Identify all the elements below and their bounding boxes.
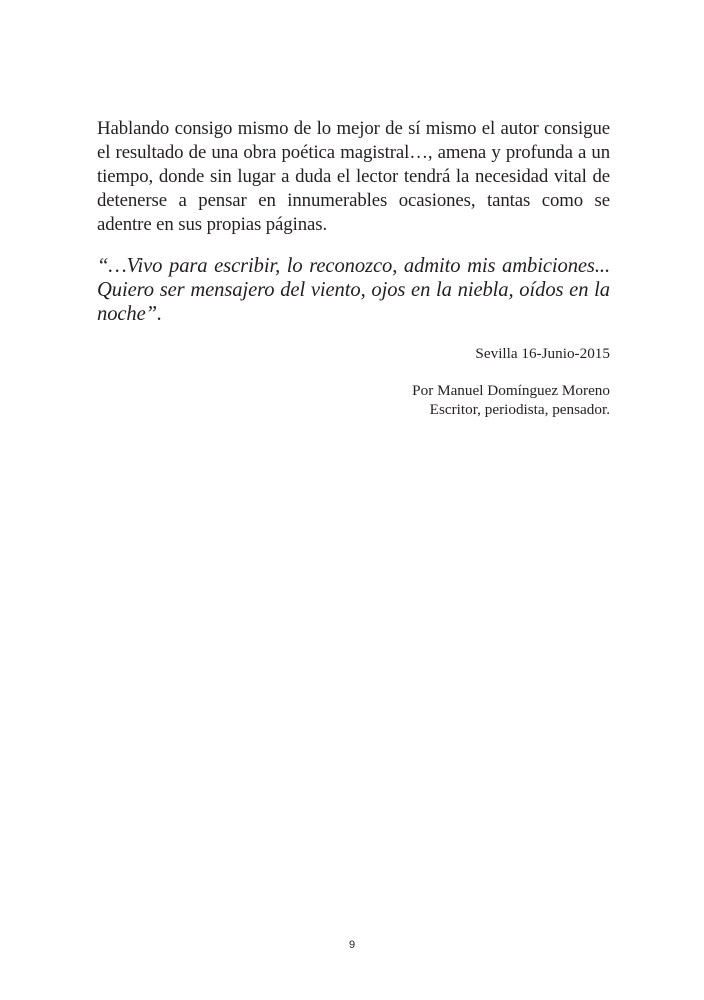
page-number: 9 bbox=[348, 939, 356, 951]
body-paragraph: Hablando consigo mismo de lo mejor de sí mismo el autor consigue el resultado de una obra poética magistral…, amena y profunda a un tiempo, donde sin lugar a duda el lector tendrá la necesidad vital de detenerse a pensar en innumerables ocasiones, tantas como se adentre en sus propias páginas. bbox=[97, 118, 610, 235]
signature-date: Sevilla 16-Junio-2015 bbox=[475, 345, 610, 362]
author-quote: “…Vivo para escribir, lo reconozco, admito mis ambiciones... Quiero ser mensajero del viento, ojos en la niebla, oídos en la noche”. bbox=[97, 255, 610, 325]
signature-role: Escritor, periodista, pensador. bbox=[429, 401, 610, 418]
signature-block bbox=[97, 344, 610, 419]
signature-author: Por Manuel Domínguez Moreno bbox=[412, 382, 610, 399]
page-content bbox=[97, 117, 610, 419]
